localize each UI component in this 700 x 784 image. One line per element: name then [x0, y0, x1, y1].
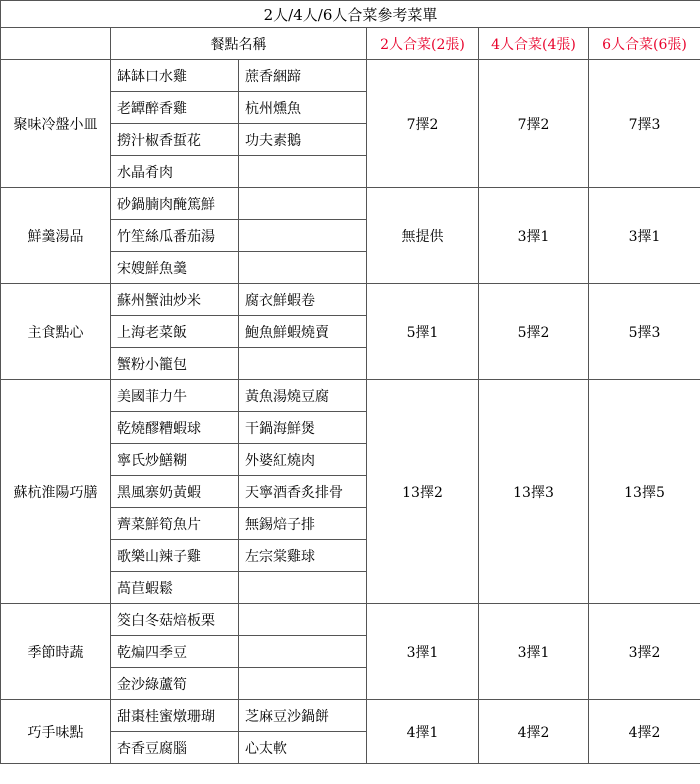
dish-cell: 水晶肴肉 [111, 156, 239, 188]
dish-cell: 天寧酒香炙排骨 [239, 476, 367, 508]
category-name: 鮮羹湯品 [1, 188, 111, 284]
dish-cell [239, 252, 367, 284]
menu-table-body [1, 1, 700, 764]
dish-cell [239, 348, 367, 380]
table-row [1, 188, 700, 220]
title-row [1, 1, 700, 28]
choice-p2: 無提供 [367, 188, 479, 284]
choice-p6: 7擇3 [589, 60, 700, 188]
dish-cell: 歌樂山辣子雞 [111, 540, 239, 572]
dish-cell: 缽缽口水雞 [111, 60, 239, 92]
page-title: 2人/4人/6人合菜參考菜單 [1, 1, 700, 28]
choice-p4: 4擇2 [479, 700, 589, 764]
dish-cell: 腐衣鮮蝦卷 [239, 284, 367, 316]
dish-cell: 心太軟 [239, 732, 367, 764]
dish-cell [239, 572, 367, 604]
header-dish-name: 餐點名稱 [111, 28, 367, 60]
category-name: 主食點心 [1, 284, 111, 380]
choice-p6: 4擇2 [589, 700, 700, 764]
choice-p2: 4擇1 [367, 700, 479, 764]
choice-p2: 13擇2 [367, 380, 479, 604]
dish-cell: 無錫焙子排 [239, 508, 367, 540]
category-name: 巧手味點 [1, 700, 111, 764]
choice-p4: 7擇2 [479, 60, 589, 188]
choice-p6: 5擇3 [589, 284, 700, 380]
category-name: 蘇杭淮陽巧膳 [1, 380, 111, 604]
dish-cell: 干鍋海鮮煲 [239, 412, 367, 444]
dish-cell: 蘇州蟹油炒米 [111, 284, 239, 316]
choice-p2: 5擇1 [367, 284, 479, 380]
choice-p4: 3擇1 [479, 188, 589, 284]
dish-cell: 宋嫂鮮魚羹 [111, 252, 239, 284]
table-row [1, 604, 700, 636]
dish-cell: 蔗香綑蹄 [239, 60, 367, 92]
dish-cell: 甜棗桂蜜燉珊瑚 [111, 700, 239, 732]
dish-cell [239, 220, 367, 252]
dish-cell: 砂鍋腩肉醃篤鮮 [111, 188, 239, 220]
choice-p2: 3擇1 [367, 604, 479, 700]
table-row [1, 700, 700, 732]
category-name: 聚味冷盤小皿 [1, 60, 111, 188]
choice-p6: 3擇2 [589, 604, 700, 700]
dish-cell: 鮑魚鮮蝦燒賣 [239, 316, 367, 348]
header-empty-cell [1, 28, 111, 60]
dish-cell: 美國菲力牛 [111, 380, 239, 412]
choice-p6: 3擇1 [589, 188, 700, 284]
dish-cell: 乾煸四季豆 [111, 636, 239, 668]
choice-p2: 7擇2 [367, 60, 479, 188]
dish-cell: 老罈醉香雞 [111, 92, 239, 124]
dish-cell [239, 604, 367, 636]
dish-cell: 功夫素鵝 [239, 124, 367, 156]
dish-cell: 芝麻豆沙鍋餅 [239, 700, 367, 732]
header-row [1, 28, 700, 60]
dish-cell: 撈汁椒香蜇花 [111, 124, 239, 156]
category-name: 季節時蔬 [1, 604, 111, 700]
dish-cell: 寧氏炒鱔糊 [111, 444, 239, 476]
choice-p4: 5擇2 [479, 284, 589, 380]
table-row [1, 380, 700, 412]
dish-cell: 筊白冬菇焙板栗 [111, 604, 239, 636]
table-row [1, 284, 700, 316]
dish-cell: 杭州燻魚 [239, 92, 367, 124]
dish-cell [239, 156, 367, 188]
choice-p6: 13擇5 [589, 380, 700, 604]
dish-cell: 外婆紅燒肉 [239, 444, 367, 476]
dish-cell: 杏香豆腐腦 [111, 732, 239, 764]
choice-p4: 3擇1 [479, 604, 589, 700]
dish-cell: 黃魚湯燒豆腐 [239, 380, 367, 412]
table-row [1, 60, 700, 92]
dish-cell: 蟹粉小籠包 [111, 348, 239, 380]
dish-cell: 黑風寨奶黃蝦 [111, 476, 239, 508]
dish-cell: 薺菜鮮筍魚片 [111, 508, 239, 540]
dish-cell: 乾燒醪糟蝦球 [111, 412, 239, 444]
dish-cell: 竹笙絲瓜番茄湯 [111, 220, 239, 252]
dish-cell: 金沙綠蘆筍 [111, 668, 239, 700]
header-6-person: 6人合菜(6張) [589, 28, 700, 60]
dish-cell [239, 636, 367, 668]
choice-p4: 13擇3 [479, 380, 589, 604]
dish-cell: 萵苣蝦鬆 [111, 572, 239, 604]
dish-cell: 左宗棠雞球 [239, 540, 367, 572]
header-2-person: 2人合菜(2張) [367, 28, 479, 60]
dish-cell: 上海老菜飯 [111, 316, 239, 348]
dish-cell [239, 188, 367, 220]
dish-cell [239, 668, 367, 700]
header-4-person: 4人合菜(4張) [479, 28, 589, 60]
